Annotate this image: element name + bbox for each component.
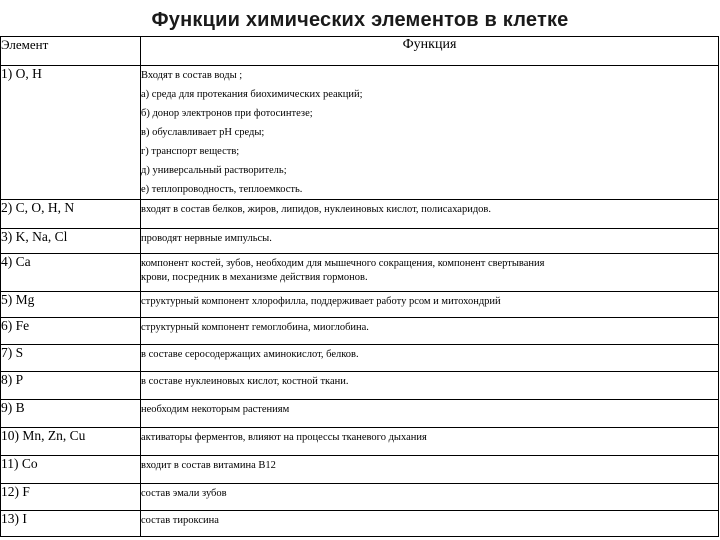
- table-row: [1, 345, 719, 372]
- function-line: проводят нервные импульсы.: [141, 233, 272, 244]
- function-line: состав эмали зубов: [141, 488, 227, 499]
- element-cell: 11) Co: [1, 456, 141, 484]
- function-line: компонент костей, зубов, необходим для мышечного сокращения, компонент свертывания: [141, 258, 545, 269]
- function-line: в составе нуклеиновых кислот, костной ткани.: [141, 376, 349, 387]
- table-row: [1, 400, 719, 428]
- element-cell: 7) S: [1, 345, 141, 372]
- function-line: д) универсальный растворитель;: [141, 165, 287, 176]
- function-cell: [141, 400, 719, 428]
- function-line: активаторы ферментов, влияют на процессы тканевого дыхания: [141, 432, 427, 443]
- element-cell: 6) Fe: [1, 318, 141, 345]
- function-line: структурный компонент хлорофилла, поддерживает работу рсом и митохондрий: [141, 296, 501, 307]
- column-header-element: Элемент: [1, 37, 141, 66]
- table-row: [1, 511, 719, 537]
- table-row: [1, 292, 719, 318]
- element-cell: 9) B: [1, 400, 141, 428]
- table-header-row: [1, 37, 719, 66]
- table-row: [1, 66, 719, 200]
- function-line: состав тироксина: [141, 515, 219, 526]
- function-cell: [141, 200, 719, 229]
- element-cell: 13) I: [1, 511, 141, 537]
- function-line: структурный компонент гемоглобина, миоглобина.: [141, 322, 369, 333]
- element-cell: 2) C, O, H, N: [1, 200, 141, 229]
- element-cell: 3) K, Na, Cl: [1, 229, 141, 254]
- function-line: б) донор электронов при фотосинтезе;: [141, 108, 313, 119]
- element-cell: 8) P: [1, 372, 141, 400]
- table-row: [1, 372, 719, 400]
- column-header-function: Функция: [141, 37, 719, 66]
- function-line: необходим некоторым растениям: [141, 404, 290, 415]
- function-cell: [141, 484, 719, 511]
- element-cell: 12) F: [1, 484, 141, 511]
- element-cell: 1) O, H: [1, 66, 141, 200]
- function-line: крови, посредник в механизме действия гормонов.: [141, 272, 368, 283]
- element-cell: 4) Ca: [1, 254, 141, 292]
- element-cell: 5) Mg: [1, 292, 141, 318]
- function-cell: [141, 511, 719, 537]
- table-row: [1, 484, 719, 511]
- function-cell: [141, 372, 719, 400]
- table-body: [1, 66, 719, 537]
- table-row: [1, 428, 719, 456]
- function-line: а) среда для протекания биохимических реакций;: [141, 89, 363, 100]
- table-row: [1, 456, 719, 484]
- element-cell: 10) Mn, Zn, Cu: [1, 428, 141, 456]
- function-line: входят в состав белков, жиров, липидов, нуклеиновых кислот, полисахаридов.: [141, 204, 492, 215]
- function-cell: [141, 345, 719, 372]
- table-row: [1, 254, 719, 292]
- function-cell: [141, 456, 719, 484]
- function-cell: [141, 318, 719, 345]
- table-row: [1, 318, 719, 345]
- function-line: в) обуславливает рН среды;: [141, 127, 265, 138]
- function-cell: [141, 66, 719, 200]
- function-cell: [141, 292, 719, 318]
- table-row: [1, 200, 719, 229]
- function-cell: [141, 229, 719, 254]
- function-line: входит в состав витамина В12: [141, 460, 276, 471]
- table-row: [1, 229, 719, 254]
- function-cell: [141, 428, 719, 456]
- function-line: е) теплопроводность, теплоемкость.: [141, 184, 303, 195]
- function-line: в составе серосодержащих аминокислот, белков.: [141, 349, 359, 360]
- function-line: г) транспорт веществ;: [141, 146, 240, 157]
- elements-table: [0, 36, 719, 537]
- function-line: Входят в состав воды ;: [141, 70, 243, 81]
- page-title: Функции химических элементов в клетке: [151, 9, 569, 31]
- function-cell: [141, 254, 719, 292]
